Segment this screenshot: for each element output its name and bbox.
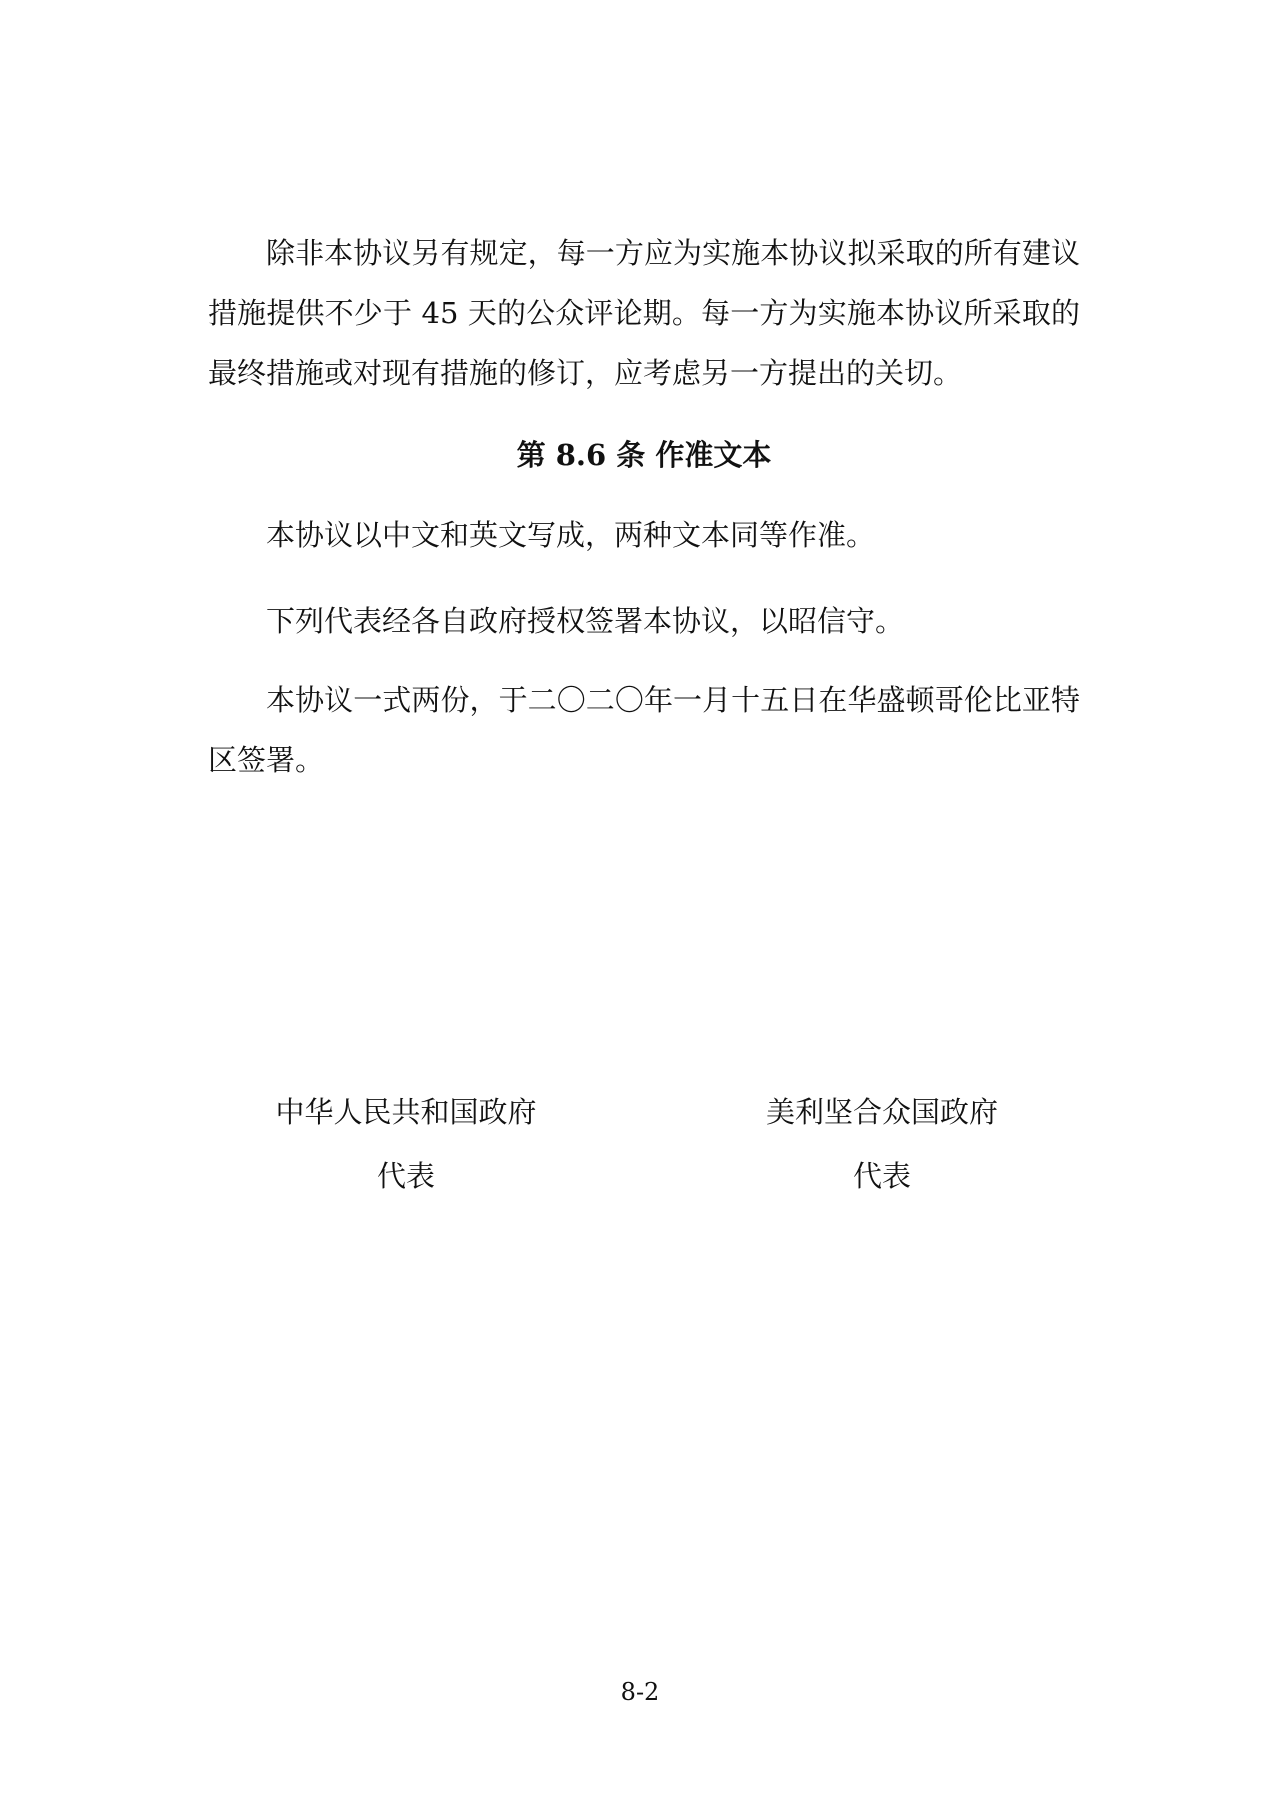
signature-right-representative: 代表 (852, 1159, 911, 1193)
paragraph-witness: 下列代表经各自政府授权签署本协议，以昭信守。 (266, 604, 905, 638)
article-heading: 第 8.6 条 作准文本 (516, 438, 772, 472)
page-number: 8-2 (620, 1678, 660, 1706)
paragraph-public-comment: 除非本协议另有规定，每一方应为实施本协议拟采取的所有建议措施提供不少于 45 天的公众评论期。每一方为实施本协议所采取的最终措施或对现有措施的修订，应考虑另一方提出的关切。 (208, 236, 1080, 390)
signature-right-government: 美利坚合众国政府 (765, 1095, 998, 1129)
paragraph-signing-date: 本协议一式两份，于二〇二〇年一月十五日在华盛顿哥伦比亚特区签署。 (208, 683, 1080, 777)
signature-left-government: 中华人民共和国政府 (275, 1095, 537, 1129)
paragraph-authentic-texts: 本协议以中文和英文写成，两种文本同等作准。 (266, 518, 876, 552)
signature-left-representative: 代表 (376, 1159, 435, 1193)
